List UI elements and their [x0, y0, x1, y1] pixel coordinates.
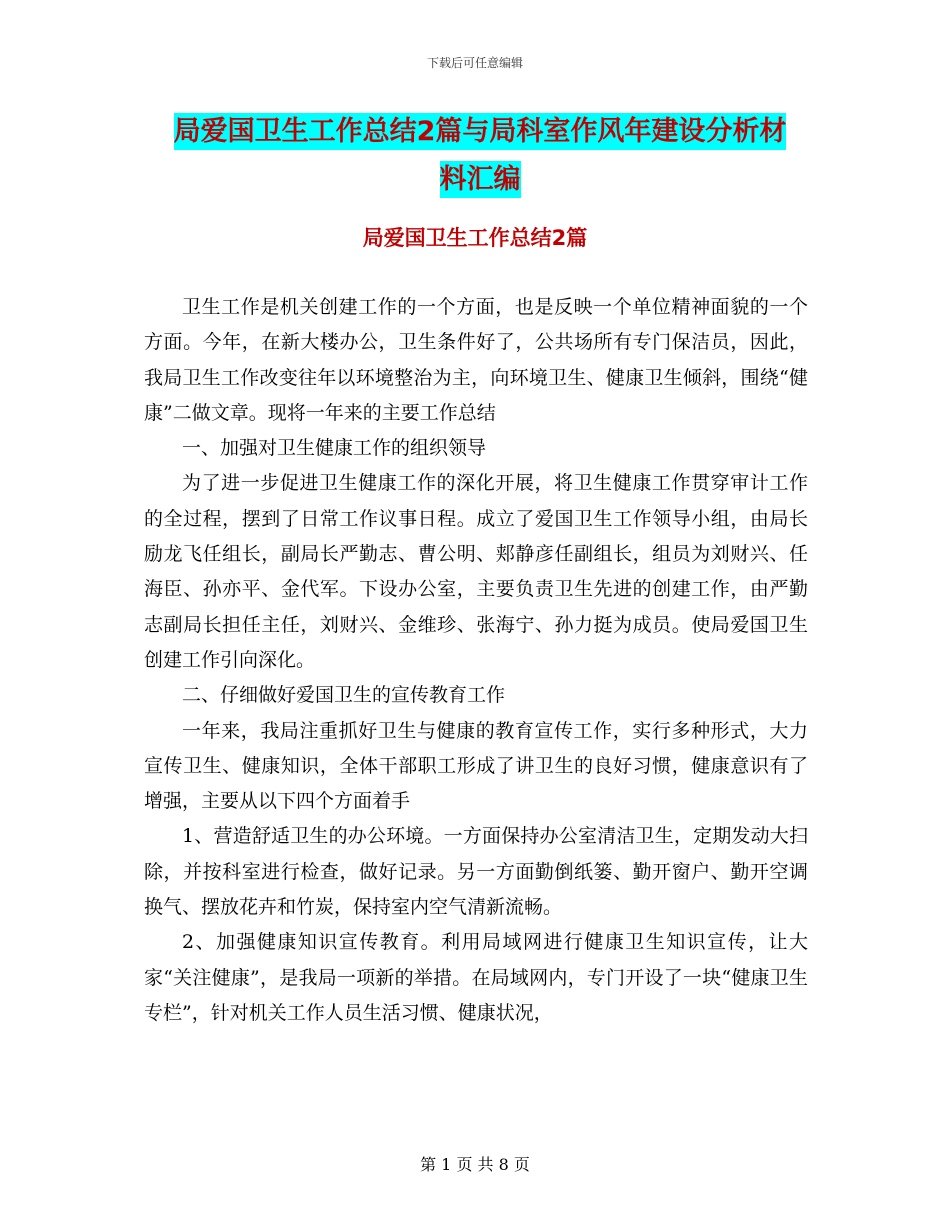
document-title-line-2: 料汇编	[440, 161, 521, 198]
document-title	[150, 108, 810, 204]
header-note: 下载后可任意编辑	[426, 56, 523, 70]
page-number: 第 1 页 共 8 页	[420, 1155, 530, 1174]
paragraph-item-1: 1、营造舒适卫生的办公环境。一方面保持办公室清洁卫生，定期发动大扫除，并按科室进行检查，做好记录。另一方面勤倒纸篓、勤开窗户、勤开空调换气、摆放花卉和竹炭，保持室内空气清新流畅。	[144, 825, 808, 919]
paragraph-intro: 卫生工作是机关创建工作的一个方面，也是反映一个单位精神面貌的一个方面。今年，在新大楼办公，卫生条件好了，公共场所有专门保洁员，因此，我局卫生工作改变往年以环境整治为主，向环境卫生、健康卫生倾斜，围绕“健康”二做文章。现将一年来的主要工作总结	[144, 296, 808, 424]
heading-publicity: 二、仔细做好爱国卫生的宣传教育工作	[182, 684, 506, 707]
paragraph-item-2: 2、加强健康知识宣传教育。利用局域网进行健康卫生知识宣传，让大家“关注健康”，是我局一项新的举措。在局域网内，专门开设了一块“健康卫生专栏”，针对机关工作人员生活习惯、健康状况，	[144, 931, 808, 1024]
heading-organization: 一、加强对卫生健康工作的组织领导	[182, 437, 487, 460]
paragraph-organization: 为了进一步促进卫生健康工作的深化开展，将卫生健康工作贯穿审计工作的全过程，摆到了日常工作议事日程。成立了爱国卫生工作领导小组，由局长励龙飞任组长，副局长严勤志、曹公明、郏静彦任副组长，组员为刘财兴、任海臣、孙亦平、金代军。下设办公室，主要负责卫生先进的创建工作，由严勤志副局长担任主任，刘财兴、金维珍、张海宁、孙力挺为成员。使局爱国卫生创建工作引向深化。	[144, 472, 808, 671]
document-title-line-1: 局爱国卫生工作总结2篇与局科室作风年建设分析材	[174, 113, 787, 150]
section-title: 局爱国卫生工作总结2篇	[362, 226, 588, 250]
document-body	[144, 290, 808, 1031]
paragraph-publicity: 一年来，我局注重抓好卫生与健康的教育宣传工作，实行多种形式，大力宣传卫生、健康知识，全体干部职工形成了讲卫生的良好习惯，健康意识有了增强，主要从以下四个方面着手	[144, 719, 808, 813]
